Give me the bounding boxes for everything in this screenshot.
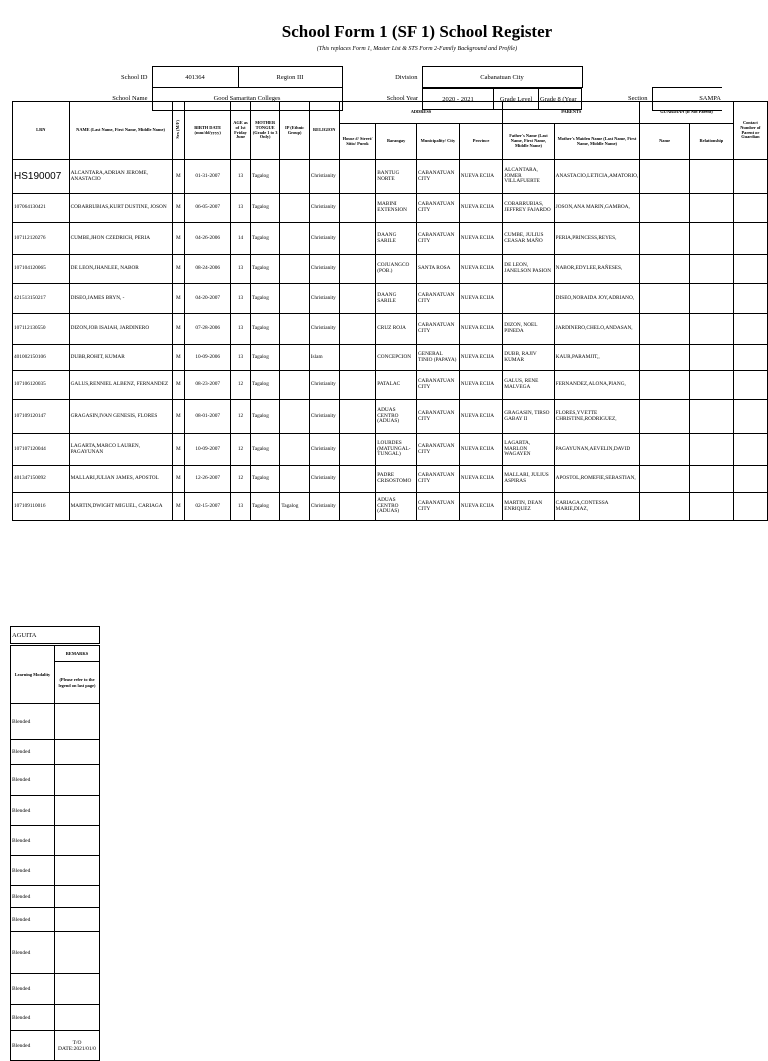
name-cell: GALUS,RENNIEL ALBENZ, FERNANDEZ [69, 371, 172, 400]
form-title: School Form 1 (SF 1) School Register [281, 22, 553, 41]
birth-date-cell: 08-23-2007 [185, 371, 231, 400]
col-remarks: REMARKS [55, 646, 100, 662]
table-row [13, 466, 768, 493]
religion-cell: Christianity [309, 493, 339, 521]
learning-modality-cell: Blended [11, 886, 55, 908]
lrn-cell: 107107120044 [13, 434, 70, 466]
religion-cell: Christianity [309, 314, 339, 345]
father-cell: GALUS, RENE MALVEGA [503, 371, 554, 400]
mother-tongue-cell: Tagalog [250, 345, 280, 371]
guardian-name-cell [640, 345, 690, 371]
col-guardian: GUARDIAN (if Not Parent) [640, 102, 734, 124]
house-cell [339, 223, 376, 255]
mother-tongue-cell: Tagalog [250, 400, 280, 434]
city-cell: CABANATUAN CITY [417, 160, 460, 194]
house-cell [339, 466, 376, 493]
religion-cell: Christianity [309, 284, 339, 314]
col-mother: Mother's Maiden Name (Last Name, First Name, Middle Name) [554, 124, 640, 160]
ip-cell [280, 314, 309, 345]
sex-cell: M [172, 493, 185, 521]
remark-cell [55, 932, 100, 974]
religion-cell: Christianity [309, 160, 339, 194]
name-cell: MARTIN,DWIGHT MIGUEL, CARIAGA [69, 493, 172, 521]
mother-tongue-cell: Tagalog [250, 314, 280, 345]
mother-tongue-cell: Tagalog [250, 284, 280, 314]
barangay-cell: PADRE CRISOSTOMO [376, 466, 417, 493]
city-cell: CABANATUAN CITY [417, 466, 460, 493]
religion-cell: Christianity [309, 371, 339, 400]
father-cell: COBARRUBIAS, JEFFREY FAJARDO [503, 194, 554, 223]
lrn-cell: 107109110016 [13, 493, 70, 521]
guardian-name-cell [640, 194, 690, 223]
age-cell: 12 [231, 466, 251, 493]
col-mother-tongue: MOTHER TONGUE (Grade 1 to 3 Only) [250, 102, 280, 160]
house-cell [339, 371, 376, 400]
age-cell: 13 [231, 345, 251, 371]
ip-cell [280, 223, 309, 255]
relationship-cell [689, 466, 733, 493]
grade-level-label: Grade Level [494, 89, 539, 110]
religion-cell: Christianity [309, 400, 339, 434]
province-cell: NUEVA ECIJA [459, 434, 502, 466]
remarks-row [11, 856, 100, 886]
age-cell: 13 [231, 160, 251, 194]
province-cell: NUEVA ECIJA [459, 194, 502, 223]
remark-cell [55, 704, 100, 740]
father-cell: CUMBE, JULIUS CEASAR MAÑO [503, 223, 554, 255]
city-cell: CABANATUAN CITY [417, 434, 460, 466]
col-parents: PARENTS [503, 102, 640, 124]
barangay-cell: BANTUG NORTE [376, 160, 417, 194]
birth-date-cell: 07-28-2006 [185, 314, 231, 345]
birth-date-cell: 10-09-2006 [185, 345, 231, 371]
guardian-name-cell [640, 284, 690, 314]
barangay-cell: ADUAS CENTRO (ADUAS) [376, 400, 417, 434]
col-contact: Contact Number of Parent or Guardian [733, 102, 767, 160]
birth-date-cell: 08-24-2006 [185, 255, 231, 284]
ip-cell [280, 434, 309, 466]
age-cell: 13 [231, 314, 251, 345]
remark-cell [55, 796, 100, 826]
religion-cell: Christianity [309, 466, 339, 493]
father-cell: DUBB, RAJIV KUMAR [503, 345, 554, 371]
barangay-cell: PATALAC [376, 371, 417, 400]
contact-cell [733, 255, 767, 284]
remarks-row [11, 796, 100, 826]
age-cell: 12 [231, 400, 251, 434]
lrn-cell: 107112130550 [13, 314, 70, 345]
ip-cell [280, 466, 309, 493]
region-value: Region III [238, 67, 342, 88]
province-cell: NUEVA ECIJA [459, 371, 502, 400]
father-cell: GRAGASIN, TIRSO GABAY II [503, 400, 554, 434]
province-cell: NUEVA ECIJA [459, 345, 502, 371]
ip-cell [280, 400, 309, 434]
learning-modality-cell: Blended [11, 765, 55, 796]
relationship-cell [689, 371, 733, 400]
name-cell: DUBB,ROHIT, KUMAR [69, 345, 172, 371]
barangay-cell: CRUZ ROJA [376, 314, 417, 345]
sex-cell: M [172, 345, 185, 371]
mother-tongue-cell: Tagalog [250, 194, 280, 223]
sex-cell: M [172, 284, 185, 314]
form-subtitle: (This replaces Form 1, Master List & STS Form 2-Family Background and Profile) [316, 46, 518, 52]
learning-modality-cell: Blended [11, 1031, 55, 1061]
table-row [13, 255, 768, 284]
remarks-row [11, 704, 100, 740]
sex-cell: M [172, 223, 185, 255]
city-cell: GENERAL TINIO (PAPAYA) [417, 345, 460, 371]
mother-tongue-cell: Tagalog [250, 434, 280, 466]
remark-cell [55, 765, 100, 796]
religion-cell: Christianity [309, 194, 339, 223]
col-municipality: Municipality/ City [417, 124, 460, 160]
contact-cell [733, 434, 767, 466]
contact-cell [733, 194, 767, 223]
father-cell [503, 284, 554, 314]
mother-tongue-cell: Tagalog [250, 371, 280, 400]
city-cell: CABANATUAN CITY [417, 314, 460, 345]
remark-cell [55, 740, 100, 765]
learning-modality-cell: Blended [11, 704, 55, 740]
relationship-cell [689, 493, 733, 521]
barangay-cell: MABINI EXTENSION [376, 194, 417, 223]
lrn-cell: 401002150106 [13, 345, 70, 371]
province-cell: NUEVA ECIJA [459, 466, 502, 493]
remarks-row [11, 1005, 100, 1031]
barangay-cell: LOURDES (MATUNGAL-TUNGAL) [376, 434, 417, 466]
table-row [13, 434, 768, 466]
name-cell: MALLARI,JULIAN JAMES, APOSTOL [69, 466, 172, 493]
religion-cell: Christianity [309, 434, 339, 466]
name-cell: ALCANTARA,ADRIAN JEROME, ANASTACIO [69, 160, 172, 194]
lrn-cell: 107104120065 [13, 255, 70, 284]
school-name-label: School Name [112, 95, 148, 103]
mother-tongue-cell: Tagalog [250, 255, 280, 284]
ip-cell [280, 284, 309, 314]
barangay-cell: DAANG SARILE [376, 223, 417, 255]
father-cell: MALLARI, JULIUS ASPIRAS [503, 466, 554, 493]
sex-cell: M [172, 434, 185, 466]
division-label: Division [395, 73, 418, 81]
guardian-name-cell [640, 466, 690, 493]
ip-cell [280, 160, 309, 194]
table-row [13, 493, 768, 521]
mother-cell: PERIA,PRINCESS,REYES, [554, 223, 640, 255]
city-cell: CABANATUAN CITY [417, 493, 460, 521]
table-row [13, 160, 768, 194]
school-name-value: Good Samaritan Colleges [152, 88, 342, 111]
contact-cell [733, 493, 767, 521]
birth-date-cell: 02-15-2007 [185, 493, 231, 521]
lrn-cell: 107106120035 [13, 371, 70, 400]
house-cell [339, 400, 376, 434]
mother-cell: NABOR,EDYLEE,RAÑESES, [554, 255, 640, 284]
table-row [13, 400, 768, 434]
mother-cell: JOSON,ANA MARIN,GAMBOA, [554, 194, 640, 223]
father-cell: ALCANTARA, JOMER VILLAFUERTE [503, 160, 554, 194]
house-cell [339, 345, 376, 371]
lrn-cell: 401347150092 [13, 466, 70, 493]
remark-cell [55, 974, 100, 1005]
city-cell: CABANATUAN CITY [417, 284, 460, 314]
house-cell [339, 284, 376, 314]
col-lrn: LRN [13, 102, 70, 160]
learning-modality-cell: Blended [11, 826, 55, 856]
col-birth-date: BIRTH DATE (mm/dd/yyyy) [185, 102, 231, 160]
lrn-cell: 107109120147 [13, 400, 70, 434]
barangay-cell: ADUAS CENTRO (ADUAS) [376, 493, 417, 521]
remarks-row [11, 974, 100, 1005]
col-age: AGE as of 1st Friday June [231, 102, 251, 160]
city-cell: CABANATUAN CITY [417, 400, 460, 434]
col-name: NAME (Last Name, First Name, Middle Name) [69, 102, 172, 160]
city-cell: SANTA ROSA [417, 255, 460, 284]
mother-cell: ANASTACIO,LETICIA,AMATORIO, [554, 160, 640, 194]
remarks-row [11, 908, 100, 932]
contact-cell [733, 284, 767, 314]
guardian-name-cell [640, 223, 690, 255]
learning-modality-cell: Blended [11, 974, 55, 1005]
house-cell [339, 255, 376, 284]
barangay-cell: DAANG SARILE [376, 284, 417, 314]
guardian-name-cell [640, 371, 690, 400]
age-cell: 14 [231, 223, 251, 255]
col-barangay: Barangay [376, 124, 417, 160]
birth-date-cell: 04-20-2007 [185, 284, 231, 314]
guardian-name-cell [640, 434, 690, 466]
relationship-cell [689, 434, 733, 466]
school-year-value: 2020 - 2021 [423, 89, 494, 110]
contact-cell [733, 400, 767, 434]
remark-cell: T/O DATE:2021/01/0 [55, 1031, 100, 1061]
contact-cell [733, 345, 767, 371]
sex-cell: M [172, 194, 185, 223]
barangay-cell: CONCEPCION [376, 345, 417, 371]
guardian-name-cell [640, 314, 690, 345]
learning-modality-cell: Blended [11, 796, 55, 826]
col-sex: Sex (M/F) [172, 102, 185, 160]
province-cell: NUEVA ECIJA [459, 255, 502, 284]
mother-cell: KAUR,PARAMJIT,, [554, 345, 640, 371]
remark-cell [55, 826, 100, 856]
name-cell: CUMBE,JHON CZEDRICH, PERIA [69, 223, 172, 255]
col-guardian-name: Name [640, 124, 690, 160]
religion-cell: Christianity [309, 255, 339, 284]
relationship-cell [689, 345, 733, 371]
province-cell: NUEVA ECIJA [459, 223, 502, 255]
ip-cell: Tagalog [280, 493, 309, 521]
birth-date-cell: 01-31-2007 [185, 160, 231, 194]
grade-level-value: Grade 8 (Year [539, 89, 582, 110]
barangay-cell: COJUANGCO (POB.) [376, 255, 417, 284]
section-value: SAMPA [652, 88, 722, 111]
section-continuation: AGUITA [10, 626, 100, 644]
learning-modality-cell: Blended [11, 856, 55, 886]
relationship-cell [689, 400, 733, 434]
col-ip: IP (Ethnic Group) [280, 102, 309, 160]
birth-date-cell: 06-05-2007 [185, 194, 231, 223]
mother-cell: CARIAGA,CONTESSA MARIE,DIAZ, [554, 493, 640, 521]
father-cell: MARTIN, DEAN ENRIQUEZ [503, 493, 554, 521]
city-cell: CABANATUAN CITY [417, 194, 460, 223]
birth-date-cell: 12-26-2007 [185, 466, 231, 493]
sex-cell: M [172, 371, 185, 400]
col-province: Province [459, 124, 502, 160]
relationship-cell [689, 194, 733, 223]
col-relationship: Relationship [689, 124, 733, 160]
school-register-table [12, 101, 768, 521]
table-row [13, 371, 768, 400]
col-learning-modality: Learning Modality [11, 646, 55, 704]
house-cell [339, 314, 376, 345]
age-cell: 13 [231, 284, 251, 314]
remark-cell [55, 908, 100, 932]
province-cell: NUEVA ECIJA [459, 284, 502, 314]
ip-cell [280, 194, 309, 223]
mother-cell: FLORES,YVETTE CHRISTINE,RODRIGUEZ, [554, 400, 640, 434]
house-cell [339, 160, 376, 194]
col-address: ADDRESS [339, 102, 503, 124]
name-cell: COBARRUBIAS,KURT DUSTINE, JOSON [69, 194, 172, 223]
ip-cell [280, 255, 309, 284]
lrn-cell: HS190007 [13, 160, 70, 194]
ip-cell [280, 371, 309, 400]
relationship-cell [689, 223, 733, 255]
learning-modality-cell: Blended [11, 908, 55, 932]
mother-tongue-cell: Tagalog [250, 223, 280, 255]
city-cell: CABANATUAN CITY [417, 223, 460, 255]
lrn-cell: 107064130421 [13, 194, 70, 223]
learning-modality-cell: Blended [11, 740, 55, 765]
house-cell [339, 434, 376, 466]
mother-cell: PAGAYUNAN,AEVELIN,DAVID [554, 434, 640, 466]
col-house: House #/ Street/ Sitio/ Purok [339, 124, 376, 160]
col-remarks-note: (Please refer to the legend on last page) [55, 662, 100, 704]
religion-cell: Islam [309, 345, 339, 371]
col-religion: RELIGION [309, 102, 339, 160]
table-row [13, 194, 768, 223]
lrn-cell: 421513150217 [13, 284, 70, 314]
name-cell: GRAGASIN,IVAN GENESIS, FLORES [69, 400, 172, 434]
guardian-name-cell [640, 255, 690, 284]
city-cell: CABANATUAN CITY [417, 371, 460, 400]
division-value: Cabanatuan City [422, 67, 582, 88]
mother-tongue-cell: Tagalog [250, 493, 280, 521]
sex-cell: M [172, 255, 185, 284]
age-cell: 13 [231, 255, 251, 284]
sex-cell: M [172, 314, 185, 345]
contact-cell [733, 466, 767, 493]
remarks-row [11, 740, 100, 765]
remarks-table [10, 645, 100, 1061]
remarks-row [11, 826, 100, 856]
table-row [13, 223, 768, 255]
table-row [13, 314, 768, 345]
guardian-name-cell [640, 160, 690, 194]
sex-cell: M [172, 400, 185, 434]
school-id-value: 401364 [152, 67, 238, 88]
age-cell: 12 [231, 434, 251, 466]
contact-cell [733, 160, 767, 194]
mother-tongue-cell: Tagalog [250, 160, 280, 194]
province-cell: NUEVA ECIJA [459, 400, 502, 434]
relationship-cell [689, 255, 733, 284]
province-cell: NUEVA ECIJA [459, 160, 502, 194]
table-row [13, 345, 768, 371]
guardian-name-cell [640, 493, 690, 521]
remark-cell [55, 856, 100, 886]
age-cell: 13 [231, 493, 251, 521]
religion-cell: Christianity [309, 223, 339, 255]
name-cell: DIZON,JOB ISAIAH, JARDINERO [69, 314, 172, 345]
remark-cell [55, 886, 100, 908]
name-cell: LAGARTA,MARCO LAUREN, PAGAYUNAN [69, 434, 172, 466]
contact-cell [733, 223, 767, 255]
relationship-cell [689, 314, 733, 345]
school-id-label: School ID [120, 73, 148, 81]
remarks-row [11, 1031, 100, 1061]
father-cell: DE LEON, JANELSON PASION [503, 255, 554, 284]
ip-cell [280, 345, 309, 371]
mother-cell: FERNANDEZ,ALONA,PIANG, [554, 371, 640, 400]
mother-tongue-cell: Tagalog [250, 466, 280, 493]
remarks-row [11, 932, 100, 974]
age-cell: 13 [231, 194, 251, 223]
age-cell: 12 [231, 371, 251, 400]
province-cell: NUEVA ECIJA [459, 314, 502, 345]
remark-cell [55, 1005, 100, 1031]
section-label: Section [628, 95, 648, 103]
father-cell: LAGARTA, MARLON WAGAYEN [503, 434, 554, 466]
name-cell: DISEO,JAMES BRYN, - [69, 284, 172, 314]
school-year-label: School Year [386, 95, 418, 103]
guardian-name-cell [640, 400, 690, 434]
learning-modality-cell: Blended [11, 932, 55, 974]
learning-modality-cell: Blended [11, 1005, 55, 1031]
remarks-row [11, 765, 100, 796]
father-cell: DIZON, NOEL PINEDA [503, 314, 554, 345]
house-cell [339, 493, 376, 521]
sex-cell: M [172, 160, 185, 194]
relationship-cell [689, 284, 733, 314]
birth-date-cell: 10-09-2007 [185, 434, 231, 466]
table-row [13, 284, 768, 314]
relationship-cell [689, 160, 733, 194]
mother-cell: DISEO,NORAIDA JOY,ADRIANO, [554, 284, 640, 314]
col-father: Father's Name (Last Name, First Name, Middle Name) [503, 124, 554, 160]
birth-date-cell: 08-01-2007 [185, 400, 231, 434]
lrn-cell: 107112120276 [13, 223, 70, 255]
contact-cell [733, 371, 767, 400]
name-cell: DE LEON,JHANLEE, NABOR [69, 255, 172, 284]
birth-date-cell: 04-26-2006 [185, 223, 231, 255]
contact-cell [733, 314, 767, 345]
province-cell: NUEVA ECIJA [459, 493, 502, 521]
mother-cell: JARDINERO,CHELO,ANDASAN, [554, 314, 640, 345]
sex-cell: M [172, 466, 185, 493]
mother-cell: APOSTOL,ROMEFIE,SEBASTIAN, [554, 466, 640, 493]
house-cell [339, 194, 376, 223]
remarks-row [11, 886, 100, 908]
